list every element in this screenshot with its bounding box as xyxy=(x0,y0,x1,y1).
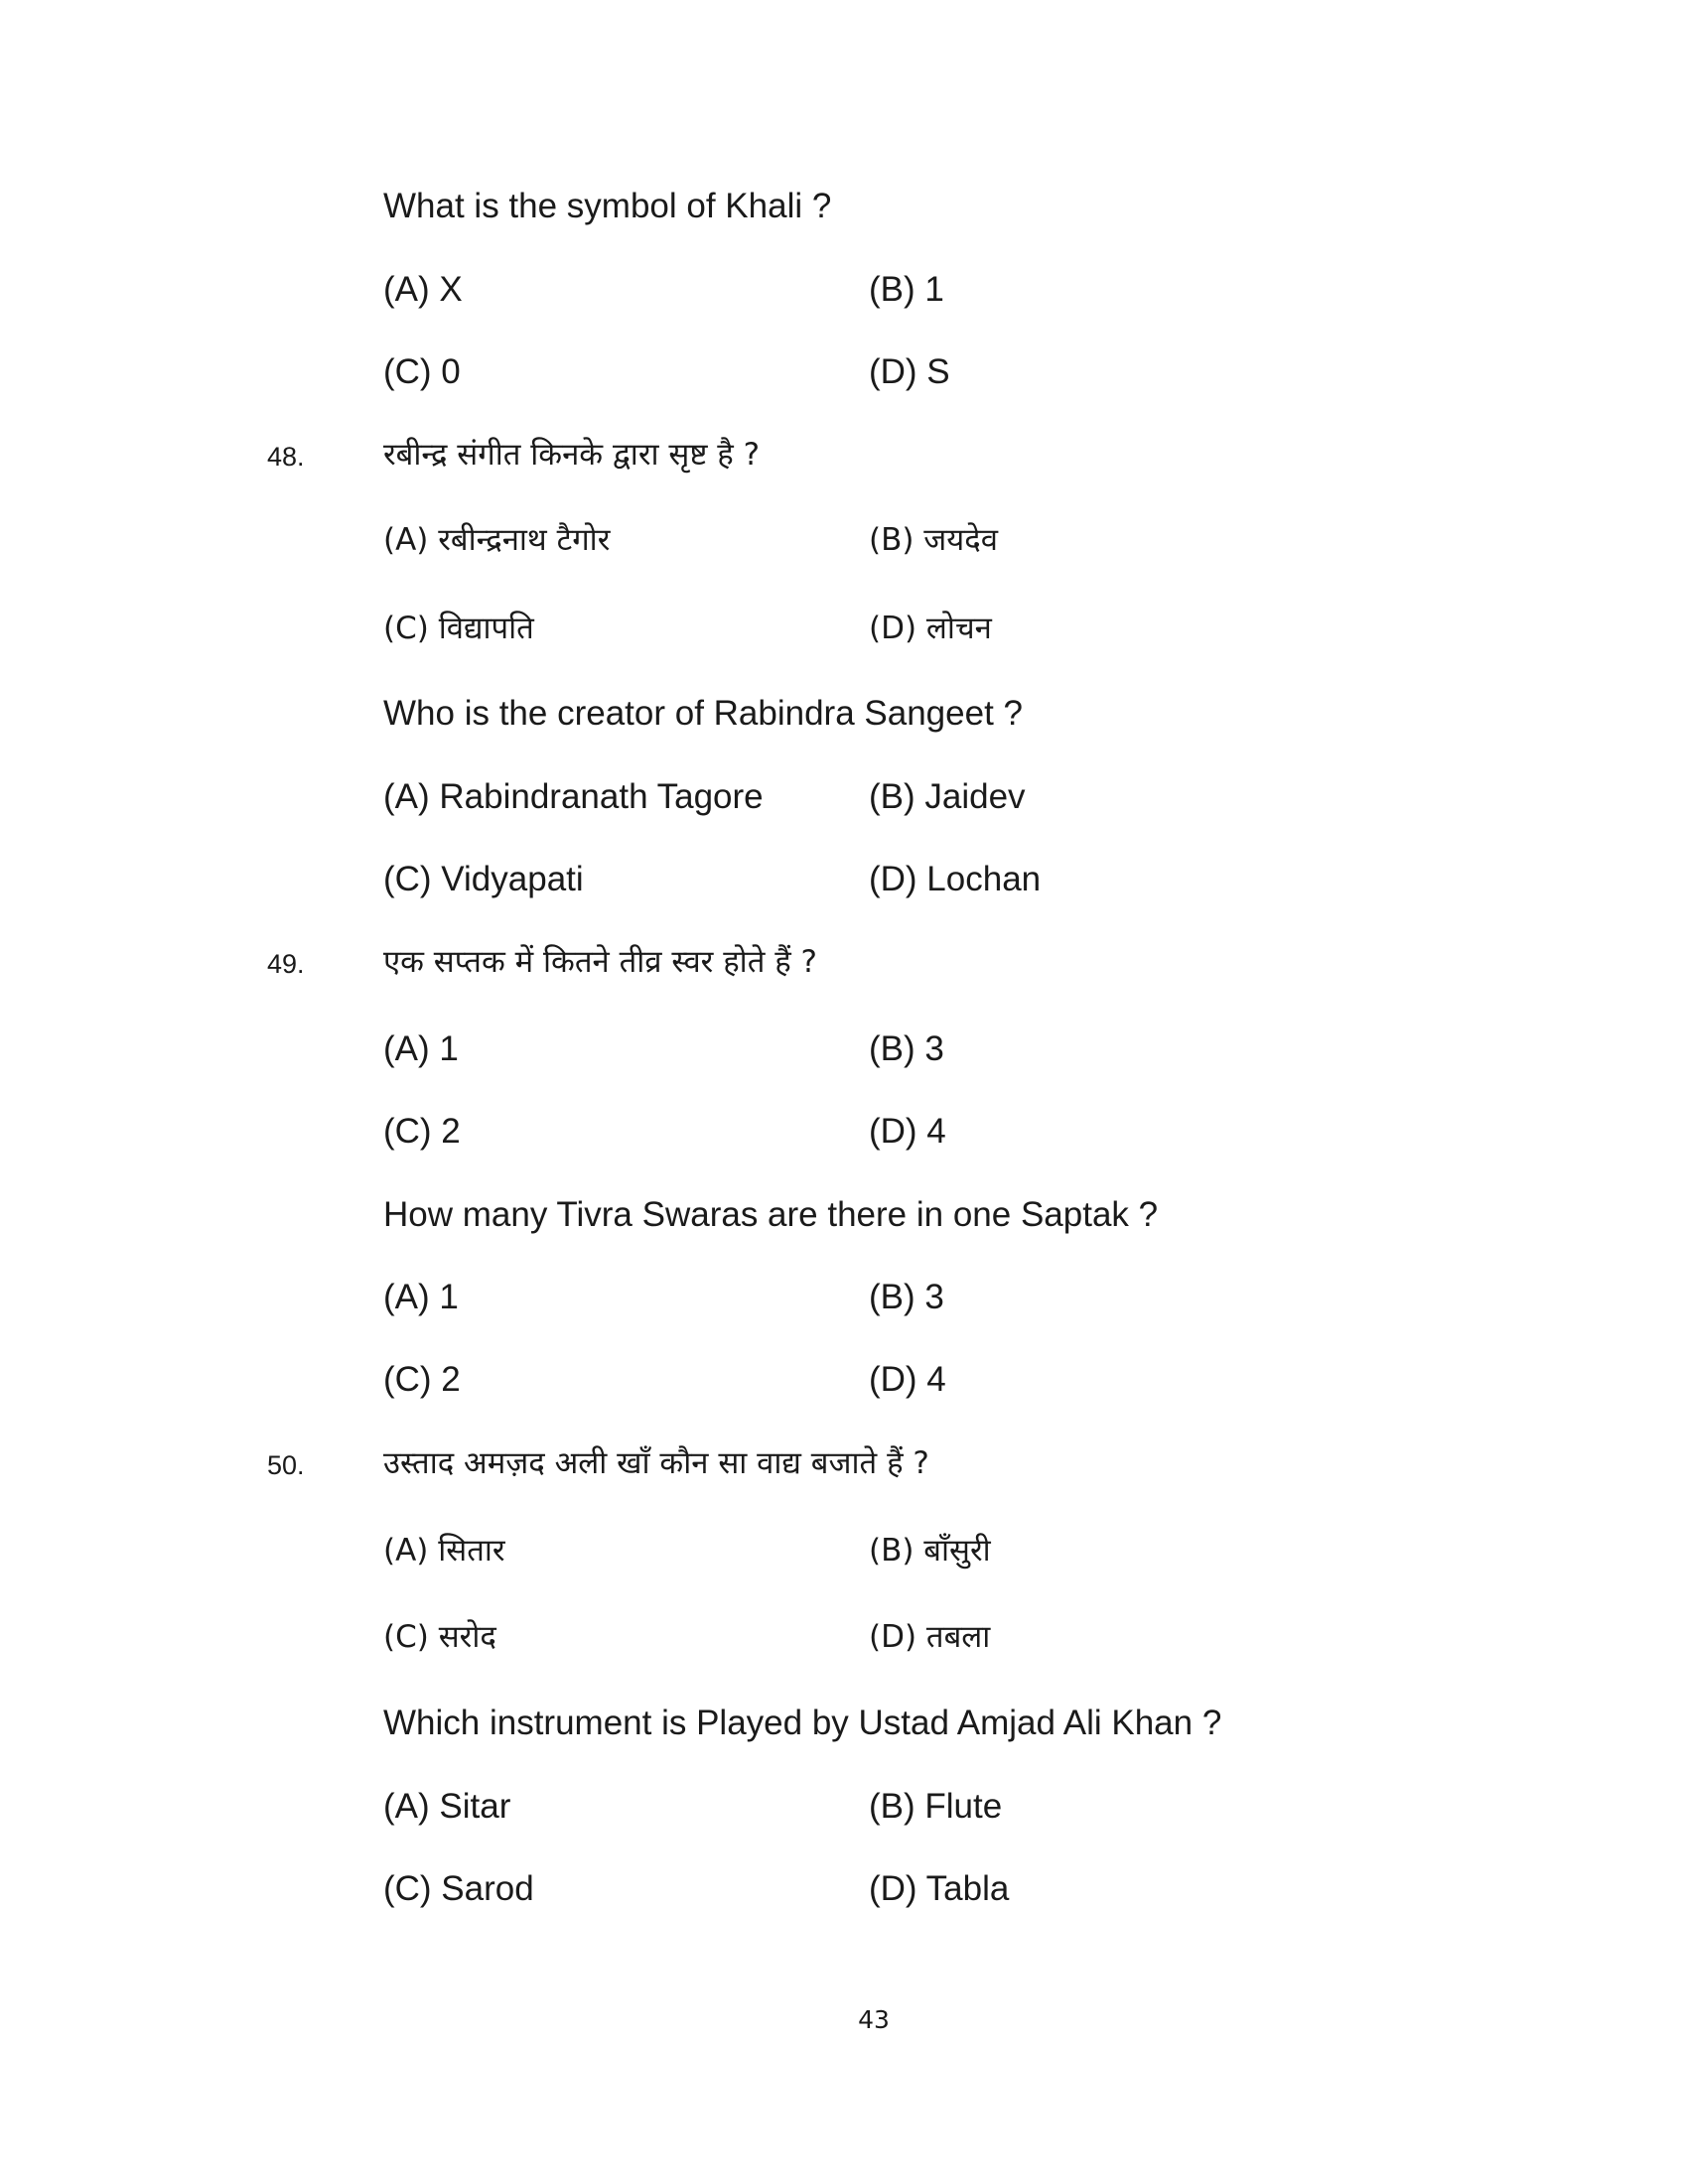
question-number: 50. xyxy=(267,1450,305,1480)
question-47-en: What is the symbol of Khali ? xyxy=(383,187,832,225)
option-a: (A) Rabindranath Tagore xyxy=(383,777,764,816)
question-number: 49. xyxy=(267,949,305,979)
option-c: (C) सरोद xyxy=(383,1619,496,1655)
option-d: (D) 4 xyxy=(869,1360,946,1399)
option-a: (A) Sitar xyxy=(383,1787,511,1826)
option-c: (C) 2 xyxy=(383,1360,461,1399)
option-d: (D) Tabla xyxy=(869,1869,1010,1908)
option-a: (A) 1 xyxy=(383,1029,459,1068)
question-50-en: Which instrument is Played by Ustad Amjad Ali Khan ? xyxy=(383,1704,1222,1742)
question-48-hi: रबीन्द्र संगीत किनके द्वारा सृष्ट है ? xyxy=(383,437,761,473)
option-b: (B) 3 xyxy=(869,1029,944,1068)
option-a: (A) सितार xyxy=(383,1533,505,1569)
question-number: 48. xyxy=(267,442,305,472)
option-a: (A) रबीन्द्रनाथ टैगोर xyxy=(383,522,611,558)
option-c: (C) 0 xyxy=(383,352,461,391)
option-b: (B) 3 xyxy=(869,1278,944,1316)
option-b: (B) Flute xyxy=(869,1787,1003,1826)
page-number: 43 xyxy=(858,2005,890,2034)
option-d: (D) Lochan xyxy=(869,860,1042,898)
option-b: (B) जयदेव xyxy=(869,522,998,558)
option-d: (D) लोचन xyxy=(869,611,992,646)
option-c: (C) Vidyapati xyxy=(383,860,584,898)
option-c: (C) विद्यापति xyxy=(383,611,534,646)
option-d: (D) S xyxy=(869,352,950,391)
option-a: (A) 1 xyxy=(383,1278,459,1316)
option-c: (C) 2 xyxy=(383,1112,461,1151)
option-c: (C) Sarod xyxy=(383,1869,534,1908)
option-a: (A) X xyxy=(383,270,463,309)
option-d: (D) तबला xyxy=(869,1619,991,1655)
question-49-en: How many Tivra Swaras are there in one Saptak ? xyxy=(383,1195,1159,1234)
option-b: (B) 1 xyxy=(869,270,944,309)
option-b: (B) Jaidev xyxy=(869,777,1026,816)
option-d: (D) 4 xyxy=(869,1112,946,1151)
question-49-hi: एक सप्तक में कितने तीव्र स्वर होते हैं ? xyxy=(383,944,817,980)
question-50-hi: उस्ताद अमज़द अली खाँ कौन सा वाद्य बजाते हैं ? xyxy=(383,1445,929,1481)
question-48-en: Who is the creator of Rabindra Sangeet ? xyxy=(383,694,1023,733)
option-b: (B) बाँसुरी xyxy=(869,1533,991,1569)
